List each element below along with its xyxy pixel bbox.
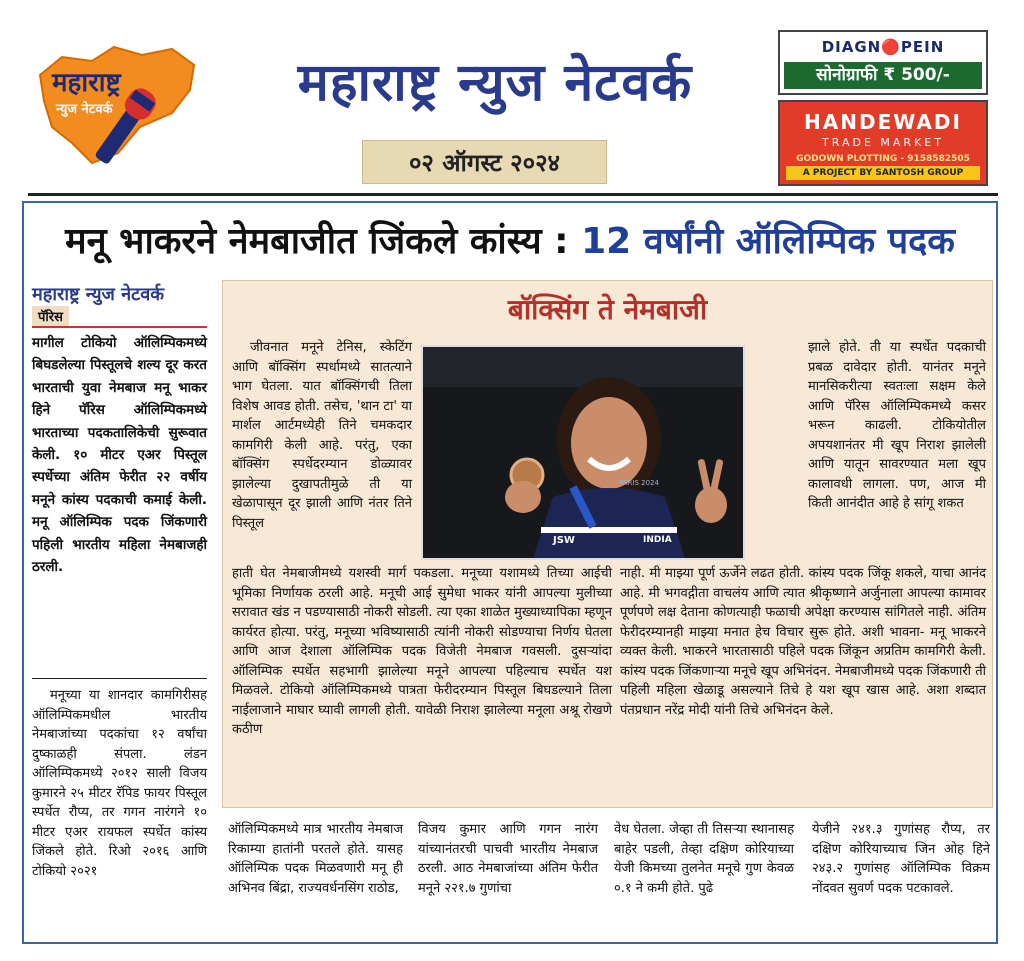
logo-line1: महाराष्ट्र [52, 68, 121, 98]
article-column-1: मनूच्या या शानदार कामगिरीसह ऑलिम्पिकमधील भारतीय नेमबाजांच्या पदकांचा १२ वर्षांचा दुष्काळही संपला. लंडन ऑलिम्पिकमध्ये २०१२ साली विजय कुमारने २५ मीटर रॅपिड फायर पिस्तूल स्पर्धेत रौप्य, तर गगन नारंगने १० मीटर एअर रायफल स्पर्धेत कांस्य जिंकले होते. रिओ २०१६ आणि टोकियो २०२१ [32, 688, 207, 879]
headline-accent: 12 वर्षांनी ऑलिम्पिक पदक [581, 221, 955, 262]
ad-diagnopein-brand: DIAGN🔴PEIN [821, 38, 945, 56]
article-column-2: ऑलिम्पिकमध्ये मात्र भारतीय नेमबाज रिकाम्या हातांनी परतले होते. यासह ऑलिम्पिक पदक मिळवणारी मनू ही अभिनव बिंद्रा, राज्यवर्धनसिंग राठोड, [228, 822, 403, 896]
jersey-left-label: JSW [553, 535, 575, 546]
maharashtra-map-logo-icon [22, 35, 212, 185]
byline: महाराष्ट्र न्युज नेटवर्क [32, 284, 165, 305]
dateline: पॅरिस [32, 306, 69, 326]
ad-handewadi-sub: TRADE MARKET [822, 136, 944, 149]
ad-handewadi-line: GODOWN PLOTTING - 9158582505 [796, 154, 970, 164]
article-column-4: वेध घेतला. जेव्हा ती तिसऱ्या स्थानासह बाहेर पडली, तेव्हा दक्षिण कोरियाच्या येजी किमच्या तुलनेत मनूचे गुण केवळ ०.१ ने कमी होते. पुढे [614, 822, 794, 896]
ad-handewadi-tag: A PROJECT BY SANTOSH GROUP [786, 166, 980, 180]
athlete-photo [421, 345, 745, 560]
box-wide-right: नाही. मी माझ्या पूर्ण ऊर्जेने लढत होती. कांस्य पदक जिंकू शकले, याचा आनंद आहे. मी भगवद्गीता वाचलंय आणि त्यात श्रीकृष्णाने अर्जुनाला आपल्या कामावर पूर्णपणे लक्ष देताना कोणत्याही फळाची अपेक्षा करण्यास सांगितले नाही. अंतिम फेरीदरम्यानही माझ्या मनात हेच विचार सुरू होते. अशी भावना- मनू भाकरने व्यक्त केली. भाकरने भारतासाठी पहिले पदक जिंकून अप्रतिम कामगिरी केली. कांस्य पदक जिंकणाऱ्या मनूचे खूप अभिनंदन. नेमबाजीमध्ये पदक जिंकणारी ती पहिली महिला खेळाडू असल्याने तिचे हे यश खूप खास आहे. अशा शब्दात पंतप्रधान नरेंद्र मोदी यांनी तिचे अभिनंदन केले. [620, 566, 986, 718]
publication-logo [22, 35, 212, 185]
masthead-title: महाराष्ट्र न्युज नेटवर्क [297, 53, 693, 113]
ad-handewadi[interactable] [778, 100, 988, 186]
ad-diagnopein[interactable] [778, 30, 988, 95]
lead-rule [32, 326, 207, 328]
article-column-5: येजीने २४१.३ गुणांसह रौप्य, तर दक्षिण कोरियाच्याच जिन ओह हिने २४३.२ गुणांसह ऑलिम्पिक विक्रम नोंदवत सुवर्ण पदक पटकावले. [812, 822, 990, 896]
logo-line2: न्युज नेटवर्क [56, 102, 113, 117]
box-column-left: जीवनात मनूने टेनिस, स्केटिंग आणि बॉक्सिंग स्पर्धामध्ये सातत्याने भाग घेतला. यात बॉक्सिंगची तिला विशेष आवड होती. तसेच, 'थान टा' या मार्शल आर्टमध्येही तिने चमकदार कामगिरी केली आहे. परंतु, एका बॉक्सिंग स्पर्धेदरम्यान डोळ्यावर झालेल्या दुखापतीमुळे ती या खेळापासून दूर झाली आणि नंतर तिने पिस्तूल [232, 340, 412, 531]
logo-mic-label: NEWS [157, 127, 182, 147]
box-wide-left: हाती घेत नेमबाजीमध्ये यशस्वी मार्ग पकडला. मनूच्या यशामध्ये तिच्या आईची भूमिका निर्णायक ठरली आहे. मनूची आई सुमेधा भाकर यांनी आपल्या मुलीच्या सरावात खंड न पडण्यासाठी नोकरी सोडली. त्या एका शाळेत मुख्याध्यापिका म्हणून कार्यरत होत्या. परंतु, मनूच्या भविष्यासाठी त्यांनी नोकरी सोडण्याचा निर्णय घेतला आणि आज देशाला ऑलिम्पिक पदक विजेती नेमबाज गवसली. दुसऱ्यांदा ऑलिम्पिक स्पर्धेत सहभागी झालेल्या मनूने आपल्या पहिल्याच स्पर्धेत यश मिळवले. टोकियो ऑलिम्पिकमध्ये पात्रता फेरीदरम्यान पिस्तूल बिघडल्याने तिला नाईलाजाने माघार घ्यावी लागली होती. यावेळी निराश झालेल्या मनूला अश्रू रोखणे कठीण [232, 566, 612, 737]
ad-diagnopein-offer: सोनोग्राफी ₹ 500/- [784, 62, 982, 89]
photo-bib: PARIS 2024 [619, 479, 659, 487]
headline-main: मनू भाकरने नेमबाजीत जिंकले कांस्य : [65, 221, 582, 262]
article-column-3: विजय कुमार आणि गगन नारंग यांच्यानंतरची पाचवी भारतीय नेमबाज ठरली. आठ नेमबाजांच्या अंतिम फेरीत मनूने २२१.७ गुणांचा [418, 822, 598, 896]
box-column-right: झाले होते. ती या स्पर्धेत पदकाची प्रबळ दावेदार होती. यानंतर मनूने मानसिकरीत्या स्वतःला सक्षम केले आणि पॅरिस ऑलिम्पिकमध्ये कसर भरून काढली. टोकियोतील अपयशानंतर मी खूप निराश झालेली आणि यातून सावरण्यात मला खूप कालावधी लागला. पण, आज मी किती आनंदीत आहे हे सांगू शकत [808, 340, 986, 511]
jersey-right-label: INDIA [643, 535, 672, 545]
sidebar-box-title: बॉक्सिंग ते नेमबाजी [507, 293, 708, 326]
lead-rule-bottom [32, 678, 207, 679]
article-headline [30, 215, 990, 264]
issue-date: ०२ ऑगस्ट २०२४ [362, 140, 607, 184]
ad-handewadi-name: HANDEWADI [804, 110, 962, 134]
athlete-photo-illustration-icon [423, 347, 743, 558]
header-divider [28, 193, 998, 196]
article-lead: मागील टोकियो ऑलिम्पिकमध्ये बिघडलेल्या पिस्तूलचे शल्य दूर करत भारताची युवा नेमबाज मनू भाकर हिने पॅरिस ऑलिम्पिकमध्ये भारताच्या पदकतालिकेची सुरूवात केली. १० मीटर एअर पिस्तूल स्पर्धेच्या अंतिम फेरीत २२ वर्षीय मनूने कांस्य पदकाची कमाई केली. मनू ऑलिम्पिक पदक जिंकणारी पहिली भारतीय महिला नेमबाजही ठरली. [32, 335, 207, 576]
